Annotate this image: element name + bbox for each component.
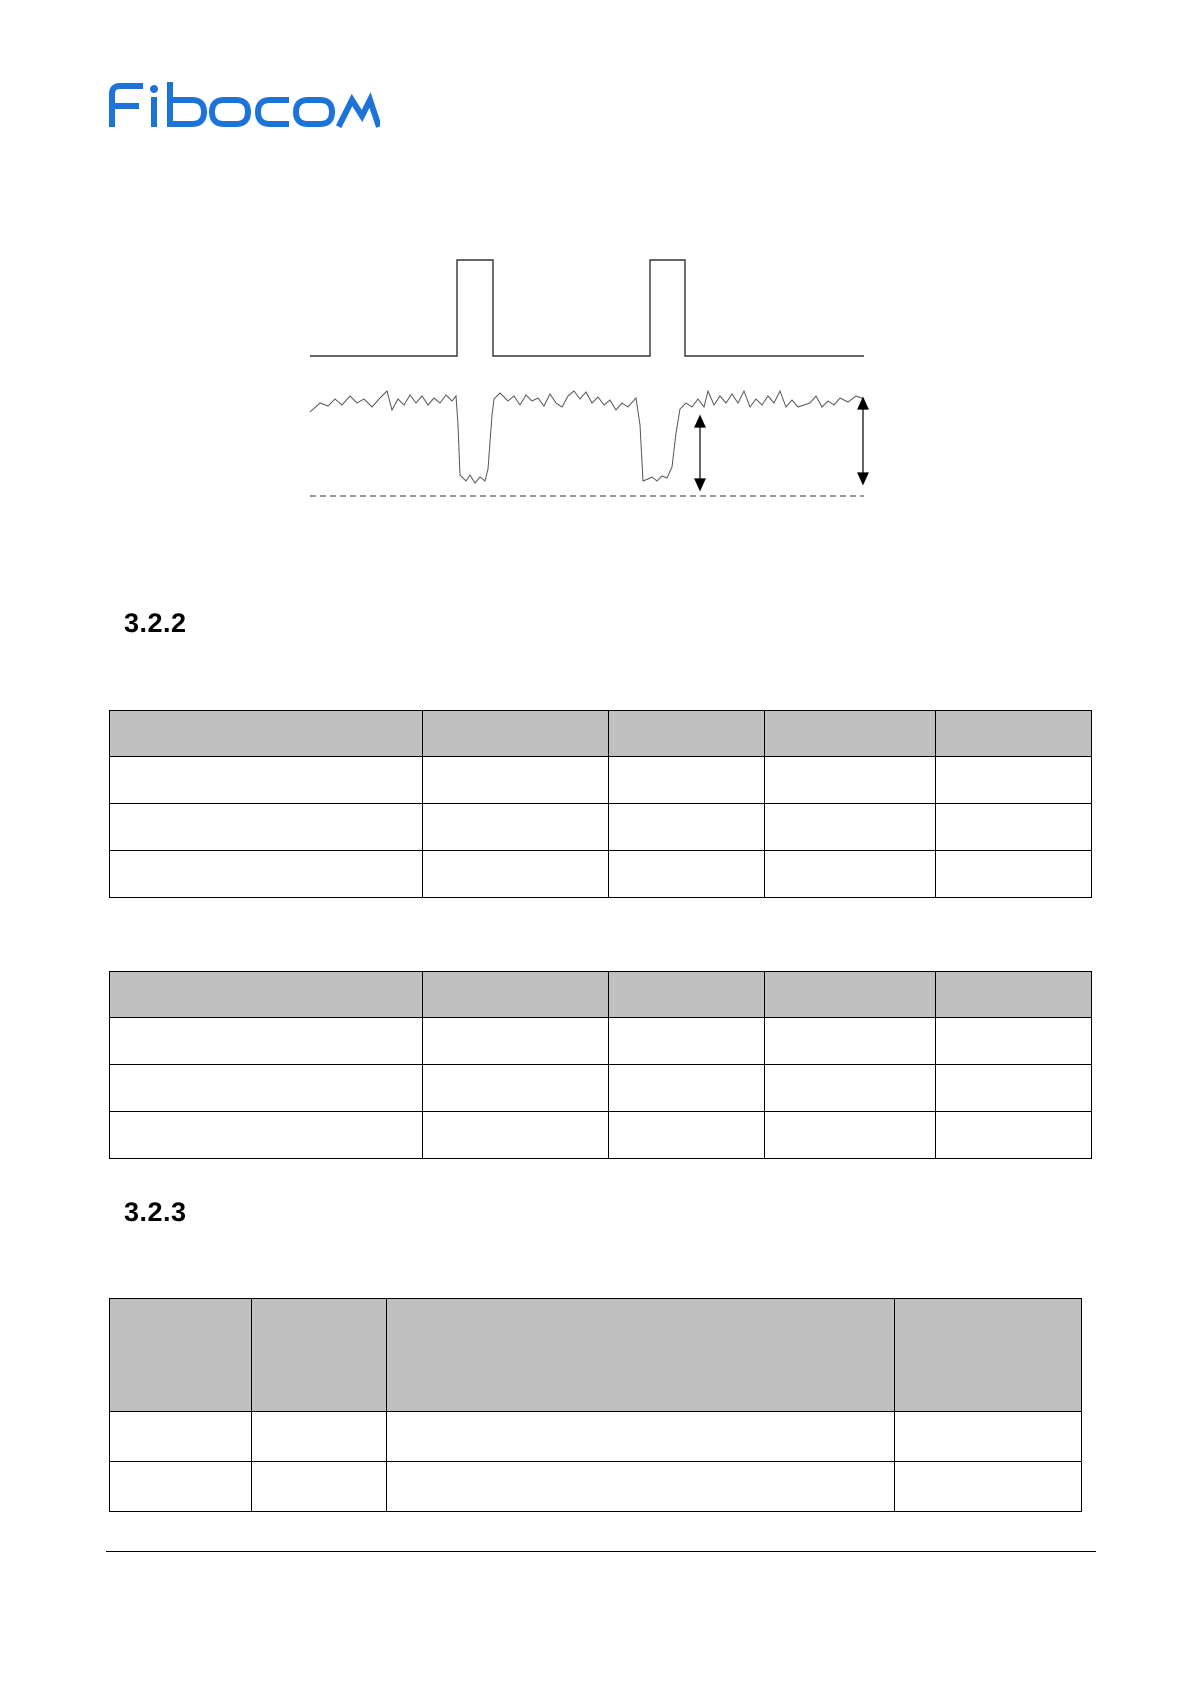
table-c [109, 1298, 1082, 1512]
amplitude-arrow-short [695, 416, 705, 490]
table-cell [936, 851, 1092, 898]
noisy-signal-trace [310, 391, 864, 483]
table-header-row [110, 1299, 1082, 1412]
table-row [110, 1462, 1082, 1512]
table-cell [110, 1412, 252, 1462]
table-cell [423, 804, 609, 851]
table-header-cell [110, 1299, 252, 1412]
table-cell [765, 757, 936, 804]
table-row [110, 1412, 1082, 1462]
table-row [110, 1065, 1092, 1112]
table-cell [895, 1412, 1082, 1462]
table-cell [423, 851, 609, 898]
table-header-cell [765, 972, 936, 1018]
table-row [110, 1018, 1092, 1065]
table-cell [609, 804, 765, 851]
table-header-cell [110, 711, 423, 757]
table-cell [110, 1462, 252, 1512]
table-row [110, 804, 1092, 851]
table-cell [765, 1065, 936, 1112]
amplitude-arrow-long [858, 398, 868, 484]
table-cell [423, 757, 609, 804]
table-cell [609, 1065, 765, 1112]
section-heading-3-2-3: 3.2.3 [124, 1197, 187, 1227]
table-cell [765, 1018, 936, 1065]
table-header-row [110, 972, 1092, 1018]
table-cell [387, 1462, 895, 1512]
table-cell [110, 804, 423, 851]
table-row [110, 851, 1092, 898]
table-cell [936, 757, 1092, 804]
table-cell [936, 1112, 1092, 1159]
table-row [110, 1112, 1092, 1159]
table-row [110, 757, 1092, 804]
table-cell [765, 851, 936, 898]
table-cell [936, 804, 1092, 851]
table-header-cell [609, 711, 765, 757]
table-header-cell [936, 711, 1092, 757]
table-cell [895, 1462, 1082, 1512]
table-cell [110, 1065, 423, 1112]
table-header-cell [609, 972, 765, 1018]
footer-divider [106, 1551, 1096, 1552]
table-cell [423, 1112, 609, 1159]
table-cell [110, 851, 423, 898]
table-header-cell [423, 711, 609, 757]
fibocom-logo [108, 82, 380, 128]
table-cell [609, 1112, 765, 1159]
table-header-cell [252, 1299, 387, 1412]
signal-timing-diagram [300, 255, 880, 505]
table-cell [609, 851, 765, 898]
pulse-waveform [310, 260, 864, 356]
table-cell [252, 1412, 387, 1462]
table-a [109, 710, 1092, 898]
table-header-cell [423, 972, 609, 1018]
table-header-cell [895, 1299, 1082, 1412]
table-cell [609, 1018, 765, 1065]
table-cell [936, 1065, 1092, 1112]
table-header-cell [765, 711, 936, 757]
table-header-cell [936, 972, 1092, 1018]
table-cell [110, 1112, 423, 1159]
table-b [109, 971, 1092, 1159]
section-heading-3-2-2: 3.2.2 [124, 608, 187, 638]
table-cell [765, 1112, 936, 1159]
table-header-cell [110, 972, 423, 1018]
table-cell [252, 1462, 387, 1512]
table-cell [110, 1018, 423, 1065]
table-cell [423, 1018, 609, 1065]
table-cell [765, 804, 936, 851]
table-cell [609, 757, 765, 804]
table-cell [936, 1018, 1092, 1065]
table-cell [423, 1065, 609, 1112]
table-cell [387, 1412, 895, 1462]
table-header-row [110, 711, 1092, 757]
table-header-cell [387, 1299, 895, 1412]
table-cell [110, 757, 423, 804]
